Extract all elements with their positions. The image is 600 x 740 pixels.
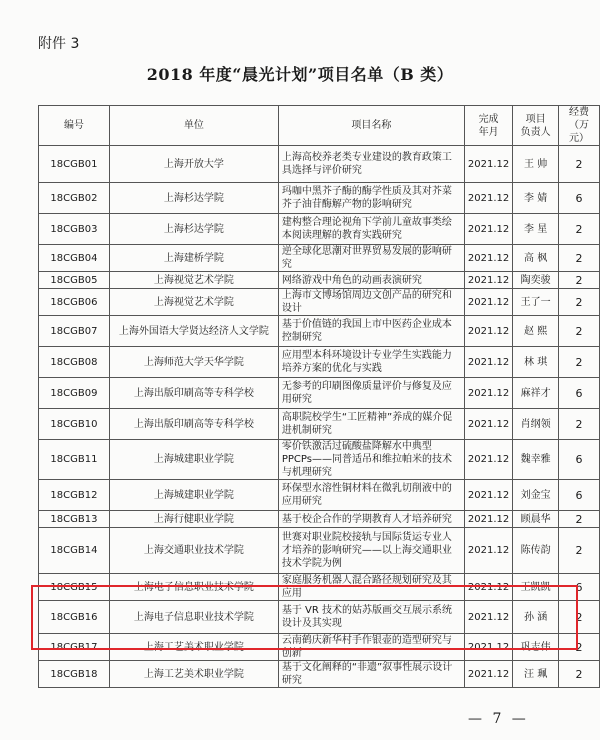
cell-fund: 2 xyxy=(559,289,600,316)
cell-leader: 高 枫 xyxy=(513,245,559,272)
table-row xyxy=(39,214,600,245)
header-code: 编号 xyxy=(39,106,110,146)
cell-unit: 上海工艺美术职业学院 xyxy=(109,661,278,688)
cell-leader: 李 星 xyxy=(513,214,559,245)
cell-date: 2021.12 xyxy=(464,272,512,289)
cell-code: 18CGB08 xyxy=(39,347,110,378)
table-row xyxy=(39,289,600,316)
cell-unit: 上海出版印刷高等专科学校 xyxy=(109,409,278,440)
cell-leader: 林 琪 xyxy=(513,347,559,378)
cell-date: 2021.12 xyxy=(464,574,512,601)
table-row xyxy=(39,378,600,409)
attachment-label: 附件 3 xyxy=(38,36,80,52)
table-row xyxy=(39,316,600,347)
cell-code: 18CGB16 xyxy=(39,601,110,634)
cell-fund: 2 xyxy=(559,409,600,440)
cell-project: 基于文化阐释的“非遗”叙事性展示设计研究 xyxy=(278,661,464,688)
cell-project: 高职院校学生“工匠精神”养成的媒介促进机制研究 xyxy=(278,409,464,440)
cell-fund: 2 xyxy=(559,214,600,245)
cell-leader: 顾晨华 xyxy=(513,511,559,528)
cell-code: 18CGB11 xyxy=(39,440,110,480)
cell-fund: 2 xyxy=(559,511,600,528)
cell-fund: 2 xyxy=(559,316,600,347)
cell-project: 网络游戏中角色的动画表演研究 xyxy=(278,272,464,289)
cell-fund: 2 xyxy=(559,634,600,661)
header-date-line1: 完成 xyxy=(478,113,499,125)
cell-code: 18CGB15 xyxy=(39,574,110,601)
cell-leader: 陈传韵 xyxy=(513,528,559,574)
cell-date: 2021.12 xyxy=(464,245,512,272)
cell-code: 18CGB13 xyxy=(39,511,110,528)
header-date xyxy=(464,106,512,146)
cell-fund: 6 xyxy=(559,183,600,214)
page-number: — 7 — xyxy=(468,711,529,727)
cell-project: 基于 VR 技术的姑苏版画交互展示系统设计及其实现 xyxy=(278,601,464,634)
cell-code: 18CGB02 xyxy=(39,183,110,214)
cell-fund: 2 xyxy=(559,347,600,378)
cell-leader: 陶奕骏 xyxy=(513,272,559,289)
cell-project: 无参考的印刷图像质量评价与修复及应用研究 xyxy=(278,378,464,409)
cell-unit: 上海开放大学 xyxy=(109,146,278,183)
cell-code: 18CGB04 xyxy=(39,245,110,272)
header-leader xyxy=(513,106,559,146)
cell-leader: 赵 熙 xyxy=(513,316,559,347)
cell-project: 家庭服务机器人混合路径规划研究及其应用 xyxy=(278,574,464,601)
cell-unit: 上海行健职业学院 xyxy=(109,511,278,528)
cell-fund: 2 xyxy=(559,528,600,574)
cell-code: 18CGB01 xyxy=(39,146,110,183)
cell-unit: 上海杉达学院 xyxy=(109,183,278,214)
cell-fund: 2 xyxy=(559,272,600,289)
header-fund-line1: 经费 xyxy=(569,107,590,118)
cell-leader: 李 婧 xyxy=(513,183,559,214)
cell-code: 18CGB12 xyxy=(39,480,110,511)
table-row xyxy=(39,511,600,528)
cell-project: 基于价值链的我国上市中医药企业成本控制研究 xyxy=(278,316,464,347)
cell-project: 环保型水溶性铜材料在微乳切削液中的应用研究 xyxy=(278,480,464,511)
highlight-box xyxy=(31,585,578,650)
cell-leader: 魏幸雅 xyxy=(513,440,559,480)
table-row xyxy=(39,409,600,440)
cell-leader: 巩志伟 xyxy=(513,634,559,661)
cell-date: 2021.12 xyxy=(464,409,512,440)
cell-unit: 上海出版印刷高等专科学校 xyxy=(109,378,278,409)
cell-code: 18CGB18 xyxy=(39,661,110,688)
cell-code: 18CGB05 xyxy=(39,272,110,289)
cell-unit: 上海电子信息职业技术学院 xyxy=(109,574,278,601)
page-title: 2018 年度“晨光计划”项目名单（B 类） xyxy=(146,65,454,84)
header-date-line2: 年月 xyxy=(478,126,499,138)
cell-leader: 王了一 xyxy=(513,289,559,316)
cell-leader: 麻祥才 xyxy=(513,378,559,409)
table-row xyxy=(39,480,600,511)
table-row xyxy=(39,528,600,574)
table-row xyxy=(39,183,600,214)
table-row xyxy=(39,245,600,272)
table-row xyxy=(39,146,600,183)
cell-code: 18CGB14 xyxy=(39,528,110,574)
table-row xyxy=(39,661,600,688)
cell-fund: 2 xyxy=(559,245,600,272)
cell-project: 零价铁激活过硫酸盐降解水中典型 PPCPs——同普适吊和维拉帕米的技术与机理研究 xyxy=(278,440,464,480)
table-row xyxy=(39,440,600,480)
cell-unit: 上海师范大学天华学院 xyxy=(109,347,278,378)
cell-date: 2021.12 xyxy=(464,289,512,316)
cell-date: 2021.12 xyxy=(464,316,512,347)
cell-fund: 6 xyxy=(559,574,600,601)
cell-fund: 6 xyxy=(559,378,600,409)
header-leader-line2: 负责人 xyxy=(520,126,551,138)
cell-fund: 6 xyxy=(559,440,600,480)
cell-project: 上海高校养老类专业建设的教育政策工具选择与评价研究 xyxy=(278,146,464,183)
cell-unit: 上海视觉艺术学院 xyxy=(109,272,278,289)
cell-fund: 2 xyxy=(559,661,600,688)
cell-unit: 上海城建职业学院 xyxy=(109,480,278,511)
cell-leader: 刘金宝 xyxy=(513,480,559,511)
cell-code: 18CGB17 xyxy=(39,634,110,661)
cell-code: 18CGB09 xyxy=(39,378,110,409)
header-project: 项目名称 xyxy=(278,106,464,146)
cell-fund: 2 xyxy=(559,146,600,183)
cell-unit: 上海视觉艺术学院 xyxy=(109,289,278,316)
cell-date: 2021.12 xyxy=(464,183,512,214)
cell-date: 2021.12 xyxy=(464,146,512,183)
cell-leader: 孙 涵 xyxy=(513,601,559,634)
cell-project: 世赛对职业院校接轨与国际货运专业人才培养的影响研究——以上海交通职业技术学院为例 xyxy=(278,528,464,574)
header-fund-line2: （万元） xyxy=(569,120,590,144)
cell-date: 2021.12 xyxy=(464,378,512,409)
cell-fund: 2 xyxy=(559,601,600,634)
cell-project: 云南鹤庆新华村手作银壶的造型研究与创新 xyxy=(278,634,464,661)
header-fund xyxy=(559,106,600,146)
cell-date: 2021.12 xyxy=(464,511,512,528)
cell-code: 18CGB07 xyxy=(39,316,110,347)
cell-date: 2021.12 xyxy=(464,347,512,378)
cell-fund: 6 xyxy=(559,480,600,511)
cell-leader: 王凯凯 xyxy=(513,574,559,601)
cell-unit: 上海工艺美术职业学院 xyxy=(109,634,278,661)
cell-date: 2021.12 xyxy=(464,601,512,634)
table-row xyxy=(39,272,600,289)
cell-project: 玛咖中黑芥子酶的酶学性质及其对芥菜芥子油苷酶解产物的影响研究 xyxy=(278,183,464,214)
cell-date: 2021.12 xyxy=(464,480,512,511)
cell-leader: 王 帅 xyxy=(513,146,559,183)
cell-unit: 上海杉达学院 xyxy=(109,214,278,245)
header-unit: 单位 xyxy=(109,106,278,146)
cell-code: 18CGB03 xyxy=(39,214,110,245)
cell-code: 18CGB06 xyxy=(39,289,110,316)
table-row xyxy=(39,347,600,378)
header-leader-line1: 项目 xyxy=(525,113,546,125)
cell-unit: 上海交通职业技术学院 xyxy=(109,528,278,574)
cell-project: 基于校企合作的学期教育人才培养研究 xyxy=(278,511,464,528)
cell-project: 上海市文博场馆周边文创产品的研究和设计 xyxy=(278,289,464,316)
cell-project: 应用型本科环境设计专业学生实践能力培养方案的优化与实践 xyxy=(278,347,464,378)
cell-date: 2021.12 xyxy=(464,528,512,574)
cell-unit: 上海外国语大学贤达经济人文学院 xyxy=(109,316,278,347)
cell-leader: 肖纲领 xyxy=(513,409,559,440)
cell-date: 2021.12 xyxy=(464,214,512,245)
table-header-row xyxy=(39,106,600,146)
cell-unit: 上海城建职业学院 xyxy=(109,440,278,480)
cell-unit: 上海电子信息职业技术学院 xyxy=(109,601,278,634)
cell-unit: 上海建桥学院 xyxy=(109,245,278,272)
cell-project: 逆全球化思潮对世界贸易发展的影响研究 xyxy=(278,245,464,272)
cell-date: 2021.12 xyxy=(464,440,512,480)
cell-code: 18CGB10 xyxy=(39,409,110,440)
cell-project: 建构整合理论视角下学前儿童故事类绘本阅读理解的教育实践研究 xyxy=(278,214,464,245)
cell-leader: 汪 珮 xyxy=(513,661,559,688)
cell-date: 2021.12 xyxy=(464,634,512,661)
cell-date: 2021.12 xyxy=(464,661,512,688)
